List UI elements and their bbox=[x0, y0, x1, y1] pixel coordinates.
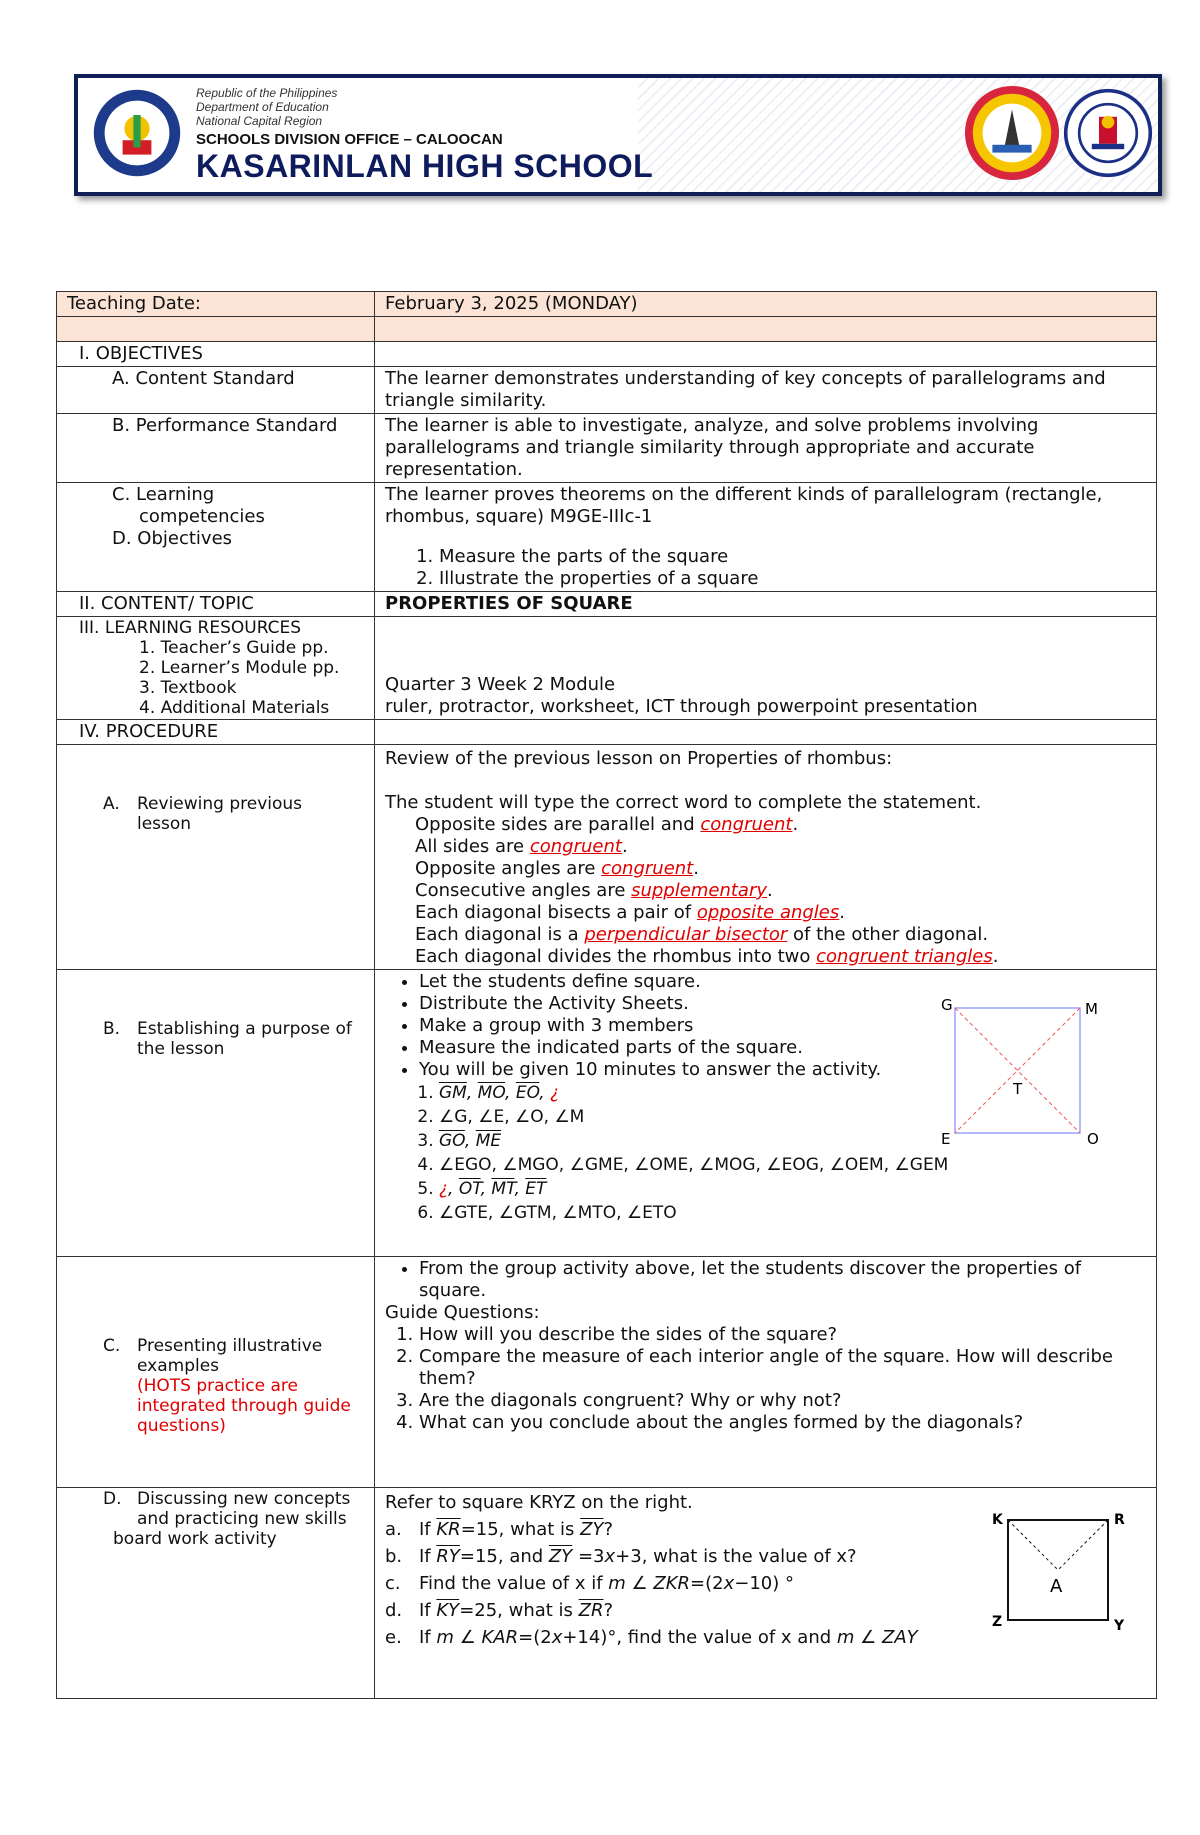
problem-item: d. If $\overline{KY}=25$, what is $\overline{ZR}$? bbox=[385, 1600, 614, 1621]
content-standard-label: A. Content Standard bbox=[57, 367, 375, 414]
performance-standard-row bbox=[57, 414, 1157, 483]
lesson-plan-table bbox=[56, 291, 1157, 1699]
republic-text: Republic of the Philippines bbox=[196, 86, 338, 100]
review-instruction: The student will type the correct word to complete the statement. bbox=[385, 792, 982, 813]
guide-question: 1. How will you describe the sides of the square? bbox=[419, 1324, 1146, 1346]
section-a-label: Reviewing previous lesson bbox=[137, 794, 303, 834]
learning-competencies-label: C. Learning bbox=[112, 484, 215, 505]
statement-answer[interactable]: perpendicular bisector bbox=[584, 924, 788, 945]
bullet-item: • Measure the indicated parts of the square. bbox=[419, 1037, 1146, 1059]
section-d-letter: D. bbox=[103, 1489, 122, 1509]
statement: Each diagonal bisects a pair of opposite angles. bbox=[415, 902, 845, 923]
guide-question: 3. Are the diagonals congruent? Why or why not? bbox=[419, 1390, 1146, 1412]
board-work-label: board work activity bbox=[113, 1529, 277, 1549]
measure-item: 2. ∠G, ∠E, ∠O, ∠M bbox=[439, 1105, 1146, 1129]
square-gmoe-figure bbox=[935, 994, 1115, 1164]
vertex-r-label: R bbox=[1114, 1512, 1125, 1528]
square-krzy-figure bbox=[990, 1510, 1130, 1640]
teaching-date-value: February 3, 2025 (MONDAY) bbox=[375, 292, 1157, 317]
vertex-z-label: Z bbox=[992, 1614, 1003, 1630]
deped-seal-icon bbox=[1063, 84, 1153, 182]
statement-answer[interactable]: congruent triangles bbox=[816, 946, 993, 967]
bullet-item: • Distribute the Activity Sheets. bbox=[419, 993, 1146, 1015]
resource-item: 2. Learner’s Module pp. bbox=[139, 658, 340, 678]
statement-answer[interactable]: supplementary bbox=[631, 880, 767, 901]
procedure-row bbox=[57, 720, 1157, 745]
review-statements bbox=[385, 814, 1146, 968]
vertex-m-label: M bbox=[1085, 1000, 1098, 1018]
school-seal-icon bbox=[92, 88, 182, 178]
region-text: National Capital Region bbox=[196, 114, 323, 128]
section-c-letter: C. bbox=[103, 1336, 121, 1356]
section-d-row bbox=[57, 1488, 1157, 1699]
content-standard-value: The learner demonstrates understanding of key concepts of parallelograms and triangle similarity. bbox=[375, 367, 1157, 414]
statement-answer[interactable]: congruent bbox=[700, 814, 793, 835]
measure-item: 6. ∠GTE, ∠GTM, ∠MTO, ∠ETO bbox=[439, 1201, 1146, 1225]
content-standard-row bbox=[57, 367, 1157, 414]
section-a-row bbox=[57, 745, 1157, 970]
section-c-row bbox=[57, 1257, 1157, 1488]
review-intro: Review of the previous lesson on Properties of rhombus: bbox=[385, 748, 893, 769]
section-b-letter: B. bbox=[103, 1019, 121, 1039]
competencies-row bbox=[57, 483, 1157, 592]
learning-resources-row bbox=[57, 617, 1157, 720]
square-krzy-intro: Refer to square KRYZ on the right. bbox=[385, 1492, 693, 1513]
teaching-date-row bbox=[57, 292, 1157, 317]
teaching-date-label: Teaching Date: bbox=[57, 292, 375, 317]
section-b-label: Establishing a purpose of the lesson bbox=[137, 1019, 352, 1059]
content-topic-value: PROPERTIES OF SQUARE bbox=[375, 592, 1157, 617]
department-text: Department of Education bbox=[196, 100, 329, 114]
statement: All sides are congruent. bbox=[415, 836, 628, 857]
statement: Opposite angles are congruent. bbox=[415, 858, 699, 879]
performance-standard-value: The learner is able to investigate, analyze, and solve problems involving parallelograms and triangle similarity through appropriate and accurate representation. bbox=[375, 414, 1157, 483]
objectives-list bbox=[385, 546, 1146, 590]
vertex-t-label: T bbox=[1013, 1080, 1023, 1098]
objectives-row bbox=[57, 342, 1157, 367]
measure-item: 4. ∠EGO, ∠MGO, ∠GME, ∠OME, ∠MOG, ∠EOG, ∠OEM, ∠GEM bbox=[439, 1153, 1146, 1177]
problem-item: c. Find the value of x if m ∠ ZKR=(2x−10) ° bbox=[385, 1573, 794, 1594]
resource-item: 1. Teacher’s Guide pp. bbox=[139, 638, 329, 658]
school-name: KASARINLAN HIGH SCHOOL bbox=[196, 148, 654, 184]
learning-competencies-label-2: competencies bbox=[139, 506, 265, 527]
vertex-y-label: Y bbox=[1114, 1618, 1125, 1634]
content-topic-label: II. CONTENT/ TOPIC bbox=[57, 592, 375, 617]
guide-question: 2. Compare the measure of each interior angle of the square. How will describe them? bbox=[419, 1346, 1146, 1390]
objective-item: 1. Measure the parts of the square bbox=[439, 546, 1146, 568]
statement: Opposite sides are parallel and congruent. bbox=[415, 814, 799, 835]
hots-note: (HOTS practice are integrated through guide questions) bbox=[137, 1376, 351, 1436]
problem-item: e. If m ∠ KAR=(2x+14)°, find the value of x and m ∠ ZAY bbox=[385, 1627, 918, 1648]
measure-item: 3. $\overline{GO}$, $\overline{ME}$ bbox=[439, 1129, 1146, 1153]
statement-answer[interactable]: congruent bbox=[529, 836, 622, 857]
division-text: SCHOOLS DIVISION OFFICE – CALOOCAN bbox=[196, 131, 503, 148]
bullet-item: • Make a group with 3 members bbox=[419, 1015, 1146, 1037]
learning-resources-label: III. LEARNING RESOURCES bbox=[79, 618, 302, 638]
objective-item: 2. Illustrate the properties of a square bbox=[439, 568, 1146, 590]
objectives-d-label: D. Objectives bbox=[112, 528, 233, 549]
objectives-label: I. OBJECTIVES bbox=[57, 342, 375, 367]
guide-questions-title: Guide Questions: bbox=[385, 1302, 540, 1323]
measure-item: 1. $\overline{GM}$, $\overline{MO}$, $\overline{EO}$, ¿ bbox=[439, 1081, 1146, 1105]
statement: Consecutive angles are supplementary. bbox=[415, 880, 773, 901]
statement-answer[interactable]: opposite angles bbox=[696, 902, 840, 923]
vertex-e-label: E bbox=[941, 1130, 951, 1148]
problem-item: a. If $\overline{KR}=15$, what is $\overline{ZY}$? bbox=[385, 1519, 614, 1540]
performance-standard-label: B. Performance Standard bbox=[57, 414, 375, 483]
procedure-label: IV. PROCEDURE bbox=[57, 720, 375, 745]
section-a-letter: A. bbox=[103, 794, 120, 814]
problem-item: b. If $\overline{RY}=15$, and $\overline{ZY} =3x+3$, what is the value of x? bbox=[385, 1546, 857, 1567]
section-d-label: Discussing new concepts and practicing new skills bbox=[137, 1489, 351, 1529]
statement-answer[interactable]: congruent bbox=[601, 858, 694, 879]
vertex-o-label: O bbox=[1087, 1130, 1099, 1148]
statement: Each diagonal is a perpendicular bisector of the other diagonal. bbox=[415, 924, 989, 945]
vertex-k-label: K bbox=[992, 1512, 1003, 1528]
section-c-label: Presenting illustrative examples bbox=[137, 1336, 323, 1376]
content-topic-row bbox=[57, 592, 1157, 617]
textbook-value: Quarter 3 Week 2 Module bbox=[385, 674, 616, 695]
vertex-g-label: G bbox=[941, 996, 953, 1014]
guide-questions-list bbox=[385, 1324, 1146, 1434]
discover-bullet: • From the group activity above, let the students discover the properties of square. bbox=[385, 1258, 1146, 1302]
blank-row bbox=[57, 317, 1157, 342]
bullet-item: • You will be given 10 minutes to answer the activity. bbox=[419, 1059, 1146, 1081]
guide-question: 4. What can you conclude about the angles formed by the diagonals? bbox=[419, 1412, 1146, 1434]
center-a-label: A bbox=[1050, 1576, 1063, 1597]
division-seal-icon bbox=[963, 84, 1061, 182]
additional-materials-value: ruler, protractor, worksheet, ICT through powerpoint presentation bbox=[385, 696, 978, 717]
resource-item: 4. Additional Materials bbox=[139, 698, 330, 718]
resource-item: 3. Textbook bbox=[139, 678, 237, 698]
school-header-banner bbox=[74, 74, 1162, 196]
learning-competencies-value: The learner proves theorems on the different kinds of parallelogram (rectangle, rhombus, square) M9GE-IIIc-1 bbox=[385, 484, 1103, 527]
bullet-item: • Let the students define square. bbox=[419, 971, 1146, 993]
measure-item: 5. ¿, $\overline{OT}$, $\overline{MT}$, $\overline{ET}$ bbox=[439, 1177, 1146, 1201]
section-b-row bbox=[57, 970, 1157, 1257]
statement: Each diagonal divides the rhombus into two congruent triangles. bbox=[415, 946, 999, 967]
